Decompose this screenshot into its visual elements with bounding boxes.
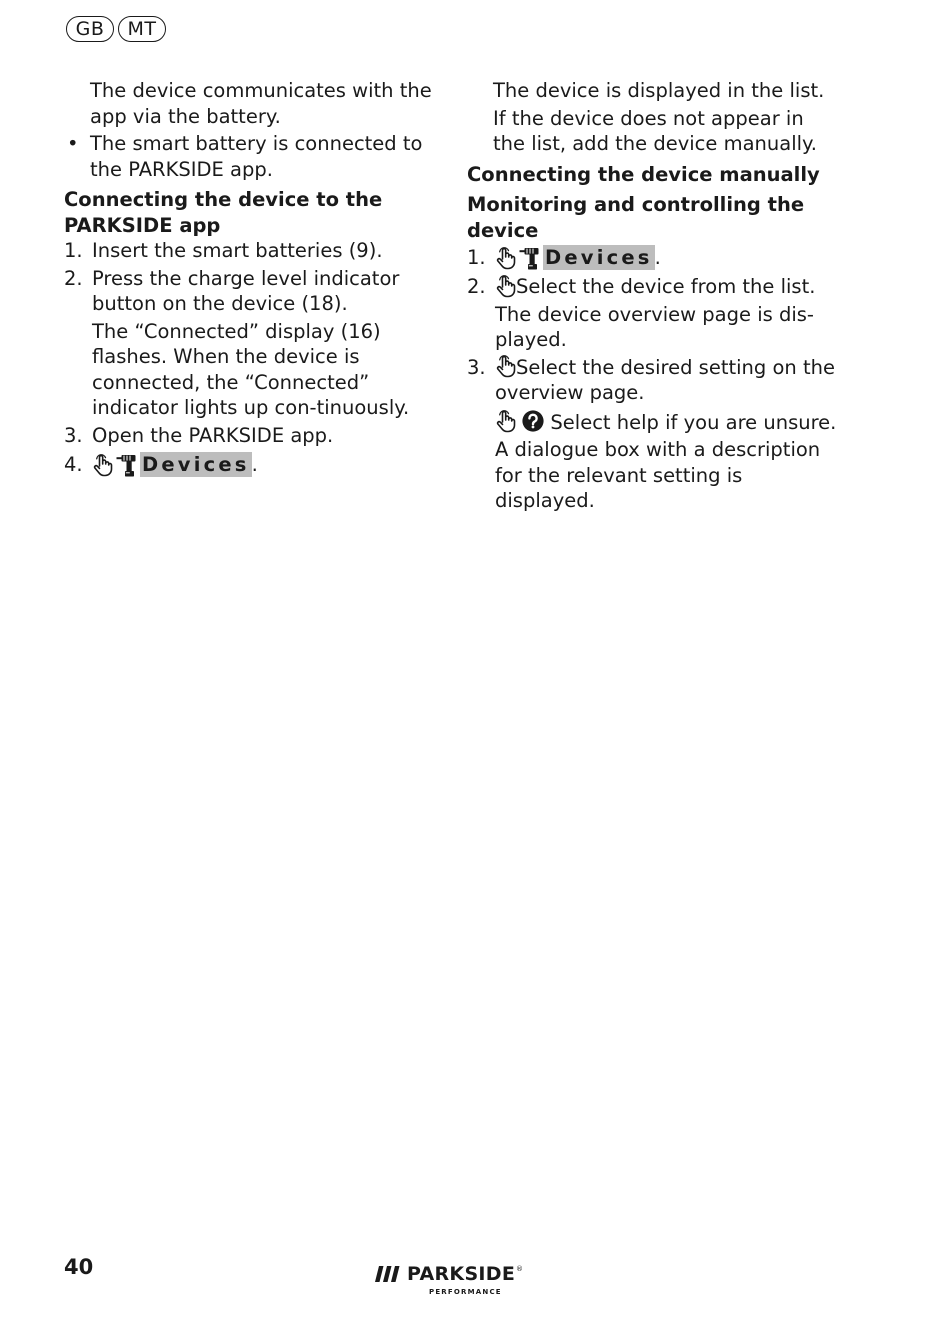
step-text: Press the charge level indicator button on the device (18). [92,266,400,315]
left-column [64,78,434,479]
devices-menu-label: Devices [545,245,653,269]
step-4 [64,450,434,479]
list-display-text: The device is displayed in the list. [493,79,825,102]
help-hint-text: Select help if you are unsure. [550,410,837,434]
step-3 [64,423,434,449]
step-text: Insert the smart batteries (9). [92,239,383,262]
tap-hand-icon [495,246,516,270]
step-number: 4. [64,453,83,476]
section-heading-monitoring: Monitoring and controlling the device [467,193,805,242]
step-text: Open the PARKSIDE app. [92,423,334,447]
logo-subtitle: PERFORMANCE [429,1288,502,1296]
tap-hand-icon [92,453,113,477]
step-2 [64,266,434,421]
step-number: 2. [467,275,486,298]
parkside-performance-logo [375,1263,525,1299]
step-suffix: . [251,452,258,476]
step-3 [467,355,839,514]
step-number: 3. [467,355,486,379]
right-column [467,78,839,514]
step-1 [467,243,839,272]
tap-hand-icon [495,409,516,433]
logo-brand-text: PARKSIDE [407,1263,516,1285]
section-heading-connecting: Connecting the device to the PARKSIDE app [64,188,383,237]
section-heading-manual: Connecting the device manually [467,162,820,186]
intro-paragraph: The device communicates with the app via the battery. [90,79,432,128]
step-2 [467,274,839,353]
bullet-marker: • [67,132,79,155]
devices-menu-label: Devices [142,452,250,476]
language-badges [66,16,166,42]
drill-icon [519,246,540,270]
step-number: 1. [64,239,83,262]
tap-hand-icon [495,354,516,378]
language-badge-gb: GB [66,16,114,42]
step-suffix: . [654,245,661,269]
help-icon [522,410,544,432]
language-badge-mt: MT [118,16,166,42]
step-text: Select the desired setting on the overview page. [495,355,835,404]
step-number: 2. [64,266,83,290]
bullet-text: The smart battery is connected to the PARKSIDE app. [90,132,423,181]
manual-add-text: If the device does not appear in the list, add the device manually. [493,106,817,155]
step-number: 3. [64,423,83,447]
bullet-item [64,131,434,182]
drill-icon [116,453,137,477]
step-result-text: The “Connected” display (16) flashes. When the device is connected, the “Connected” indicator lights up con-tinuously. [92,319,410,419]
step-text: Select the device from the list. [516,275,816,298]
step-result-text: The device overview page is dis-played. [495,302,814,351]
logo-slashes-icon [375,1266,403,1282]
page-number: 40 [64,1255,94,1279]
step-1 [64,238,434,264]
step-result-text: A dialogue box with a description for the relevant setting is displayed. [495,438,821,512]
tap-hand-icon [495,274,516,298]
logo-registered-mark: ® [516,1265,523,1273]
step-number: 1. [467,246,486,269]
